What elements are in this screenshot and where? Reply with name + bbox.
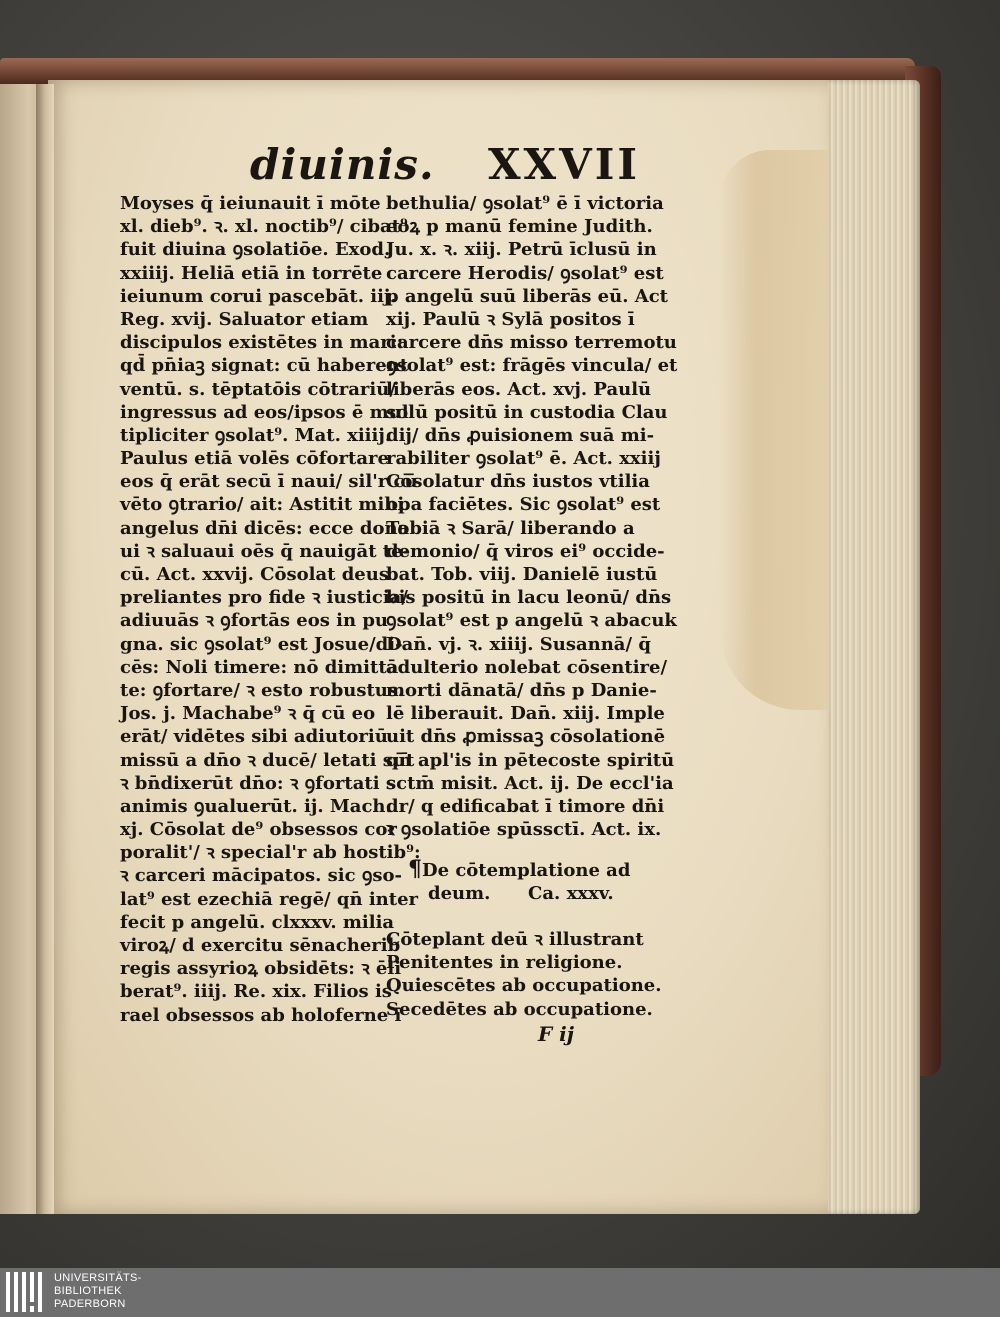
- text-line: ꝯsolat⁹ est p angelū ꝛ abacuk: [386, 610, 677, 632]
- text-line: berat⁹. iiij. Re. xix. Filios is: [120, 981, 392, 1003]
- text-line: te: ꝯfortare/ ꝛ esto robustus.: [120, 679, 405, 701]
- text-line: demonio/ q̄ viros ei⁹ occide-: [386, 540, 665, 562]
- text-line: xxiiij. Heliā etiā in torrēte: [120, 262, 383, 284]
- text-line: adiuuās ꝛ ꝯfortās eos in pu: [120, 610, 389, 632]
- chapter-summary: [386, 928, 662, 1021]
- text-line: erāt/ vidētes sibi adiutoriū: [120, 726, 388, 748]
- text-line: solū positū in custodia Clau: [386, 401, 668, 423]
- text-line: xl. dieb⁹. ꝛ. xl. noctib⁹/ cibat⁹: [120, 216, 408, 238]
- summary-line: Penitentes in religione.: [386, 952, 623, 974]
- summary-line: Secedētes ab occupatione.: [386, 998, 653, 1020]
- text-line: xj. Cōsolat de⁹ obsessos cor: [120, 819, 397, 841]
- text-line: opa faciētes. Sic ꝯsolat⁹ est: [386, 494, 661, 516]
- text-line: Dan̄. vj. ꝛ. xiiij. Susannā/ q̄: [386, 633, 651, 655]
- text-line: viroꝝ/ d exercitu sēnacherib: [120, 935, 401, 956]
- text-line: bis positū in lacu leonū/ dn̄s: [386, 587, 672, 609]
- water-stain: [720, 150, 840, 710]
- text-line: rael obsessos ab holoferne ī: [120, 1004, 402, 1026]
- library-name: [54, 1272, 142, 1311]
- text-line: morti dānatā/ dn̄s p Danie-: [386, 679, 657, 701]
- library-name-line-3: PADERBORN: [54, 1298, 126, 1310]
- text-line: lat⁹ est ezechiā regē/ qn̄ inter: [120, 888, 419, 910]
- text-line: cū. Act. xxvij. Cōsolat deus: [120, 564, 389, 585]
- gutter-shadow: [36, 84, 54, 1214]
- text-line: rabiliter ꝯsolat⁹ ē. Act. xxiij: [386, 448, 661, 470]
- text-line: poralit'/ ꝛ special'r ab hostib⁹:: [120, 842, 421, 864]
- text-line: angelus dn̄i dicēs: ecce dona: [120, 517, 410, 539]
- text-column-left: [120, 192, 421, 1027]
- text-line: regis assyrioꝝ obsidēts: ꝛ ēli: [120, 958, 402, 980]
- text-line: dr/ q edificabat ī timore dn̄i: [386, 795, 665, 817]
- text-line: Moyses q̄ ieiunauit ī mōte: [120, 193, 381, 214]
- chapter-number: Ca. xxxv.: [528, 883, 614, 904]
- text-line: xij. Paulū ꝛ Sylā positos ī: [386, 308, 635, 330]
- text-line: Tobiā ꝛ Sarā/ liberando a: [386, 517, 635, 539]
- text-line: qn̄ apl'is in pētecoste spiritū: [386, 749, 675, 771]
- text-line: carcere Herodis/ ꝯsolat⁹ est: [386, 262, 664, 284]
- summary-line: Cōteplant deū ꝛ illustrant: [386, 929, 644, 950]
- text-line: eoꝝ p manū femine Judith.: [386, 216, 653, 238]
- folio-number: XXVII: [487, 140, 640, 189]
- text-line: Cōsolatur dn̄s iustos vtilia: [386, 471, 650, 493]
- text-line: Jos. j. Machabe⁹ ꝛ q̄ cū eo: [120, 703, 376, 725]
- rubric-line-1: De cōtemplatione ad: [422, 860, 631, 881]
- text-line: Reg. xvij. Saluator etiam: [120, 308, 369, 330]
- text-line: ventū. s. tēptatōis cōtrariū/: [120, 378, 396, 400]
- rubric-line-2: deum.: [428, 883, 491, 904]
- text-line: cēs: Noli timere: nō dimittā: [120, 656, 399, 678]
- running-head: [250, 140, 640, 190]
- text-line: p angelū suū liberās eū. Act: [386, 285, 668, 307]
- text-line: ui ꝛ saluaui oēs q̄ nauigāt te-: [120, 540, 411, 562]
- text-line: preliantes pro fide ꝛ iusticia/: [120, 587, 408, 609]
- text-line: Paulus etiā volēs cōfortare: [120, 448, 389, 470]
- text-line: lē liberauit. Dan̄. xiij. Imple: [386, 703, 665, 725]
- text-line: missū a dn̄o ꝛ ducē/ letati sūt: [120, 749, 415, 771]
- text-line: adulterio nolebat cōsentire/: [386, 656, 668, 678]
- text-line: fecit p angelū. clxxxv. milia: [120, 911, 395, 933]
- text-line: bethulia/ ꝯsolat⁹ ē ī victoria: [386, 193, 664, 214]
- running-head-title: diuinis.: [250, 140, 435, 189]
- summary-line: Quiescētes ab occupatione.: [386, 975, 662, 997]
- text-line: dij/ dn̄s ꝓuisionem suā mi-: [386, 424, 655, 446]
- text-line: liberās eos. Act. xvj. Paulū: [386, 378, 652, 400]
- text-column-right: [386, 192, 678, 841]
- text-line: ꝛ carceri mācipatos. sic ꝯso-: [120, 865, 403, 887]
- pilcrow-icon: ¶: [408, 856, 422, 882]
- text-line: ieiunum corui pascebāt. iij.: [120, 285, 397, 307]
- text-line: qd̄ pn̄iaꝫ signat: cū haberent: [120, 355, 409, 377]
- library-footer: [0, 1268, 1000, 1317]
- text-line: ꝛ bn̄dixerūt dn̄o: ꝛ ꝯfortati s: [120, 772, 396, 794]
- text-line: uit dn̄s ꝓmissaꝫ cōsolationē: [386, 726, 666, 748]
- fore-edge: [828, 80, 920, 1214]
- library-logo-icon: [6, 1272, 48, 1312]
- signature-mark: F ij: [538, 1022, 574, 1046]
- text-line: sctm̄ misit. Act. ij. De eccl'ia: [386, 772, 674, 794]
- text-line: animis ꝯualuerūt. ij. Mach.: [120, 795, 392, 817]
- text-line: carcere dn̄s misso terremotu: [386, 332, 677, 354]
- text-line: eos q̄ erāt secū ī naui/ sil'r cū: [120, 471, 418, 493]
- library-name-line-2: BIBLIOTHEK: [54, 1285, 122, 1297]
- text-line: ingressus ad eos/ipsos ē mul: [120, 401, 409, 423]
- text-line: vēto ꝯtrario/ ait: Astitit mihi: [120, 494, 405, 516]
- text-line: Ju. x. ꝛ. xiij. Petrū īclusū in: [386, 239, 657, 261]
- text-line: fuit diuina ꝯsolatiōe. Exod.: [120, 239, 391, 261]
- text-line: ꝛ ꝯsolatiōe spūssctī. Act. ix.: [386, 819, 662, 841]
- chapter-rubric: [408, 858, 648, 905]
- text-line: gna. sic ꝯsolat⁹ est Josue/di-: [120, 633, 403, 655]
- text-line: ꝯsolat⁹ est: frāgēs vincula/ et: [386, 355, 678, 377]
- text-line: bat. Tob. viij. Danielē iustū: [386, 564, 658, 585]
- library-name-line-1: UNIVERSITÄTS-: [54, 1272, 142, 1284]
- text-line: tipliciter ꝯsolat⁹. Mat. xiiij.: [120, 424, 392, 446]
- text-line: discipulos existētes in mari:: [120, 332, 404, 354]
